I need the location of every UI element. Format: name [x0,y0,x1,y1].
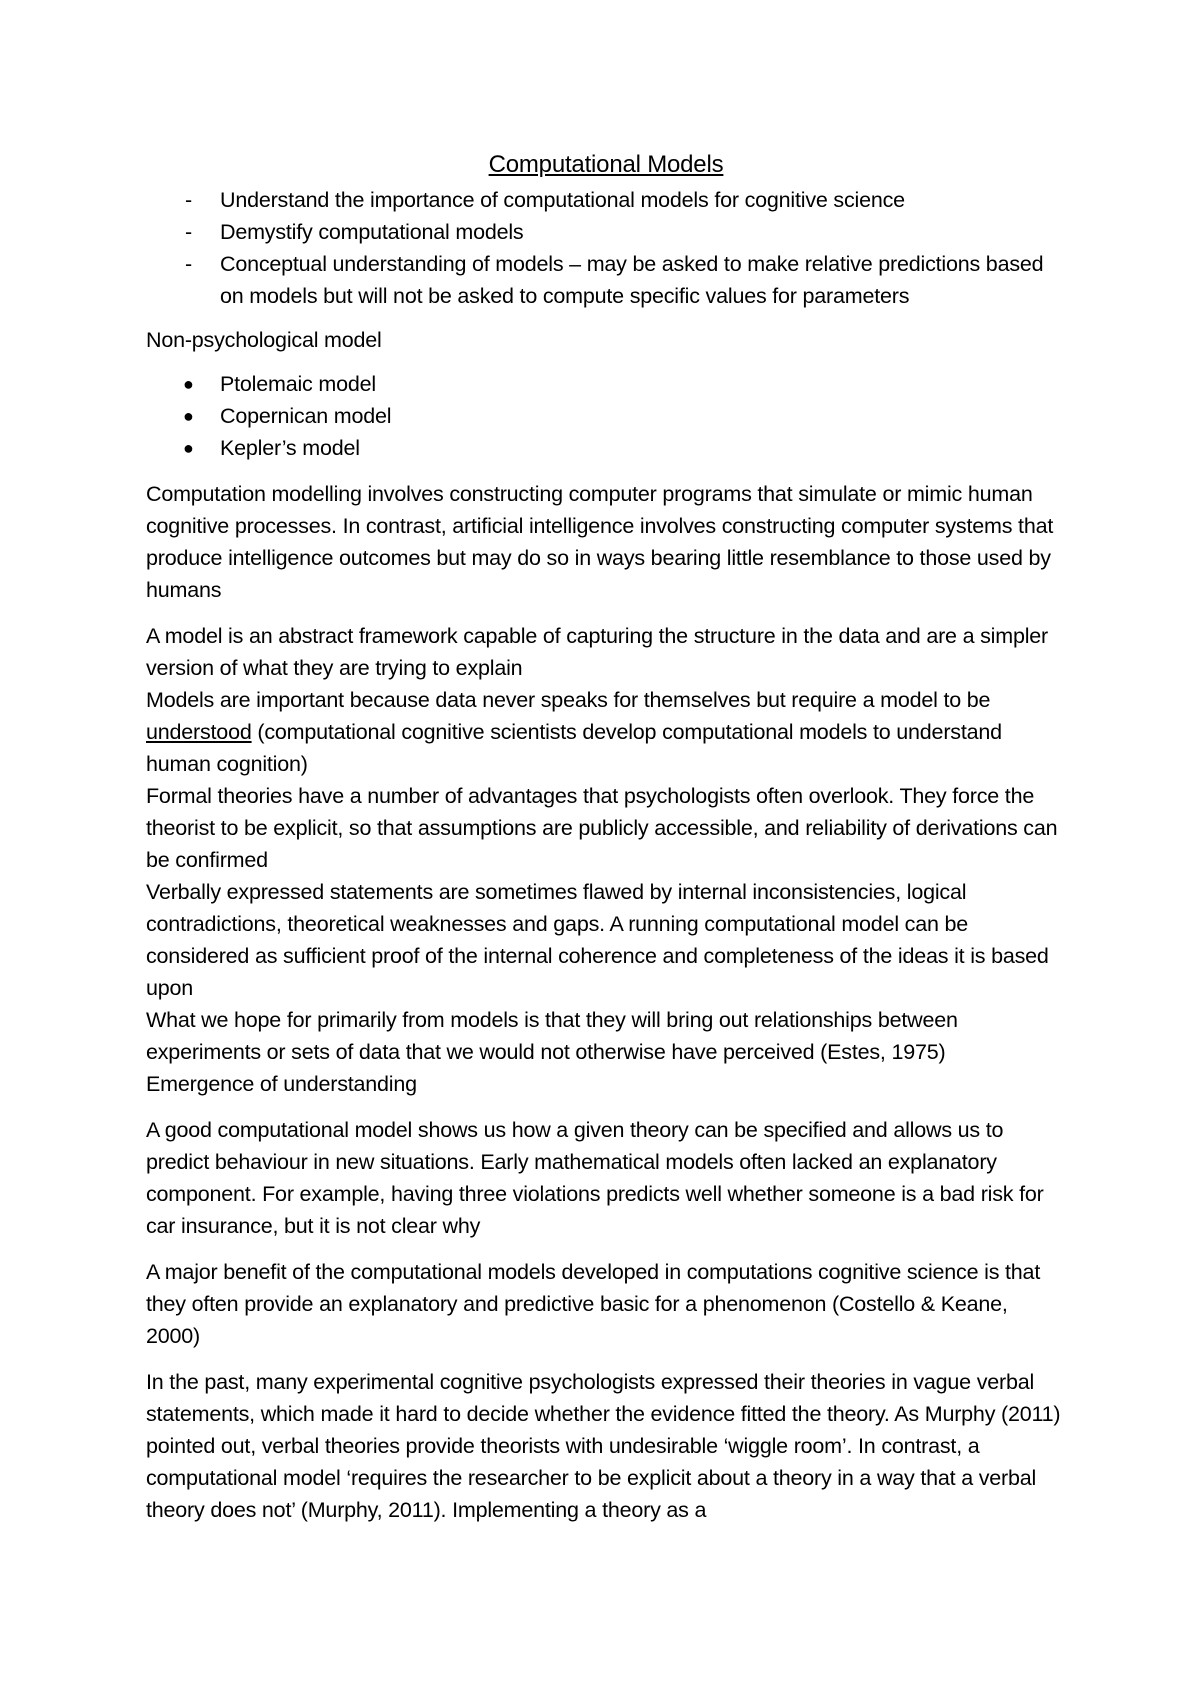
objective-item: - Demystify computational models [146,216,1066,248]
paragraph-verbal-statements: Verbally expressed statements are sometimes flawed by internal inconsistencies, logical contradictions, theoretical weaknesses and gaps. A running computational model can be considered as sufficient proof of the internal coherence and completeness of the ideas it is based upon [146,880,1049,1000]
non-psych-list [146,368,1066,464]
paragraph-computation-modelling: Computation modelling involves constructing computer programs that simulate or mimic human cognitive processes. In contrast, artificial intelligence involves constructing computer systems that produce intelligence outcomes but may do so in ways bearing little resemblance to those used by humans [146,482,1054,602]
page-title: Computational Models [488,151,724,178]
non-psych-item: ● Copernican model [146,400,1066,432]
objective-item: - Understand the importance of computational models for cognitive science [146,184,1066,216]
dash-marker: - [185,220,192,244]
objectives-list [146,184,1066,312]
paragraph-model-definition: A model is an abstract framework capable of capturing the structure in the data and are a simpler version of what they are trying to explain [146,624,1049,680]
non-psych-item: ● Ptolemaic model [146,368,1066,400]
paragraph-murphy: In the past, many experimental cognitive psychologists expressed their theories in vague verbal statements, which made it hard to decide whether the evidence fitted the theory. As Murphy (2011) pointed out, verbal theories provide theorists with undesirable ‘wiggle room’. In contrast, a computational model ‘requires the researcher to be explicit about a theory in a way that a verbal theory does not’ (Murphy, 2011). Implementing a theory as a [146,1370,1061,1522]
paragraph-models-important: Models are important because data never speaks for themselves but require a model to be understood (computational cognitive scientists develop computational models to understand human cognition) [146,688,1002,776]
objective-item: - Conceptual understanding of models – may be asked to make relative predictions based on models but will not be asked to compute specific values for parameters [146,248,1066,312]
underlined-word: understood [146,720,252,744]
non-psych-heading: Non-psychological model [146,328,382,352]
bullet-icon: ● [183,438,194,458]
dash-marker: - [185,252,192,276]
paragraph-formal-theories: Formal theories have a number of advantages that psychologists often overlook. They force the theorist to be explicit, so that assumptions are publicly accessible, and reliability of derivations can be confirmed [146,784,1058,872]
bullet-icon: ● [183,374,194,394]
non-psych-item: ● Kepler’s model [146,432,1066,464]
paragraph-estes: What we hope for primarily from models is that they will bring out relationships between experiments or sets of data that we would not otherwise have perceived (Estes, 1975) [146,1008,958,1064]
bullet-icon: ● [183,406,194,426]
paragraph-good-model: A good computational model shows us how a given theory can be specified and allows us to predict behaviour in new situations. Early mathematical models often lacked an explanatory component. For example, having three violations predicts well whether someone is a bad risk for car insurance, but it is not clear why [146,1118,1044,1238]
document-body [146,148,1066,1526]
paragraph-major-benefit: A major benefit of the computational models developed in computations cognitive science is that they often provide an explanatory and predictive basic for a phenomenon (Costello & Keane, 2000) [146,1260,1041,1348]
dash-marker: - [185,188,192,212]
paragraph-emergence: Emergence of understanding [146,1072,417,1096]
